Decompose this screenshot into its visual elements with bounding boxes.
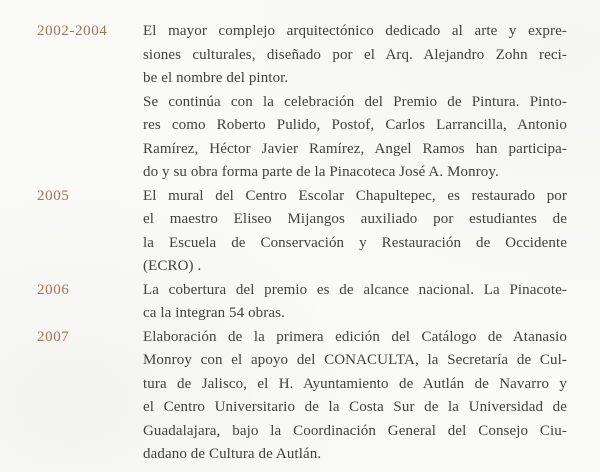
year-label: 2007 (37, 328, 70, 345)
text-line: (ECRO) . (143, 258, 202, 274)
text-line: el maestro Eliseo Mijangos auxiliado por estudiantes de (143, 211, 567, 227)
entry-text (143, 20, 567, 185)
entry-text (143, 185, 567, 279)
year-label: 2005 (37, 187, 70, 204)
text-line: ca la integran 54 obras. (143, 305, 285, 321)
paragraph (143, 20, 567, 91)
year-label: 2002-2004 (37, 23, 108, 39)
text-line: do y su obra forma parte de la Pinacoteca José A. Monroy. (143, 164, 499, 180)
timeline-entry (37, 326, 567, 467)
timeline-entry (37, 279, 567, 326)
text-line: tura de Jalisco, el H. Ayuntamiento de Autlán de Navarro y (143, 375, 567, 392)
entry-text (143, 279, 567, 326)
timeline-entry (37, 20, 567, 185)
paragraph (143, 326, 567, 467)
text-line: be el nombre del pintor. (143, 70, 289, 86)
text-line: dadano de Cultura de Autlán. (143, 446, 322, 462)
text-line: Monroy con el apoyo del CONACULTA, la Secretaría de Cul- (143, 352, 567, 368)
paragraph (143, 185, 567, 279)
text-line: El mayor complejo arquitectónico dedicado al arte y expre- (143, 23, 567, 39)
text-line: la Escuela de Conservación y Restauración de Occidente (143, 234, 567, 251)
paragraph (143, 91, 567, 185)
timeline (37, 20, 567, 467)
text-line: siones culturales, diseñado por el Arq. Alejandro Zohn reci- (143, 46, 567, 63)
text-line: La cobertura del premio es de alcance nacional. La Pinacote- (143, 281, 567, 298)
text-line: el Centro Universitario de la Costa Sur de la Universidad de (143, 399, 567, 415)
entry-text (143, 326, 567, 467)
text-line: Se continúa con la celebración del Premio de Pintura. Pinto- (143, 93, 567, 110)
text-line: Guadalajara, bajo la Coordinación General del Consejo Ciu- (143, 422, 567, 439)
text-line: Ramírez, Héctor Javier Ramírez, Angel Ramos han participa- (143, 140, 567, 157)
text-line: res como Roberto Pulido, Postof, Carlos Larrancilla, Antonio (143, 117, 567, 133)
text-line: El mural del Centro Escolar Chapultepec, es restaurado por (143, 187, 567, 204)
year-label: 2006 (37, 281, 70, 298)
paragraph (143, 279, 567, 326)
text-line: Elaboración de la primera edición del Catálogo de Atanasio (143, 328, 567, 345)
timeline-entry (37, 185, 567, 279)
